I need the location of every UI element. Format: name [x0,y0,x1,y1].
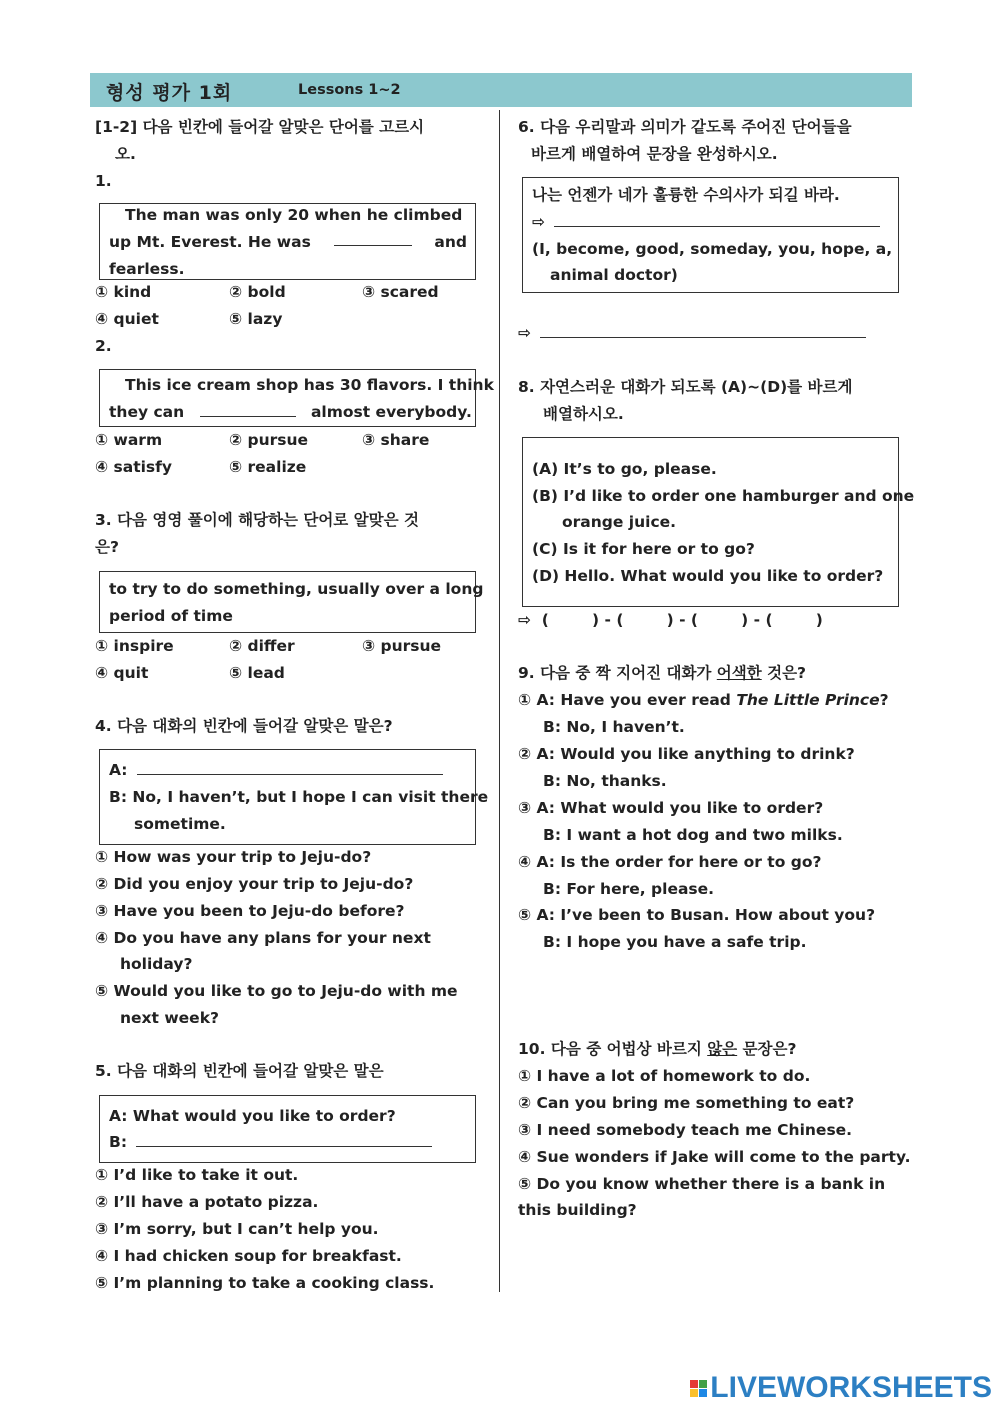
q9-question-text: 9. 다음 중 짝 지어진 대화가 [518,664,717,682]
q10-question-underlined: 않은 [707,1040,738,1058]
q1-box-line2 [109,232,467,252]
q2-box-line2-end: almost everybody. [310,403,472,421]
q1-choice[interactable]: ⑤ lazy [229,310,283,328]
q5-blank[interactable] [136,1133,432,1147]
q4-box-b2: sometime. [134,815,226,833]
q5-box-b [109,1132,436,1152]
q6-answer-line [532,212,884,232]
q9-book-title: The Little Prince [736,691,880,709]
column-divider [499,110,500,1292]
q1-number: 1. [95,172,112,190]
page-title: 형성 평가 1회 [106,82,233,104]
q9-choice-reply: B: No, I haven’t. [543,718,685,736]
q8-line-d: (D) Hello. What would you like to order? [532,567,884,585]
q9-question [518,663,806,683]
q5-speaker-b: B: [109,1133,128,1151]
q1-box-line2-text: up Mt. Everest. He was [109,233,311,251]
q9-choice[interactable]: ④ A: Is the order for here or to go? [518,853,822,871]
q1-choice[interactable]: ② bold [229,283,286,301]
liveworksheets-logo [690,1371,992,1405]
q1-2-instruction-line1: [1-2] 다음 빈칸에 들어갈 알맞은 단어를 고르시 [95,118,425,136]
q3-question-line1: 3. 다음 영영 풀이에 해당하는 단어로 알맞은 것 [95,511,419,529]
q5-choice[interactable]: ⑤ I’m planning to take a cooking class. [95,1274,435,1292]
q6-word-list-line2: animal doctor) [550,266,678,284]
q4-choice[interactable]: ④ Do you have any plans for your next [95,929,431,947]
q9-question-underlined: 어색한 [716,664,762,682]
q2-choice[interactable]: ① warm [95,431,163,449]
q10-choice[interactable]: ③ I need somebody teach me Chinese. [518,1121,853,1139]
q2-number: 2. [95,337,112,355]
q1-choice[interactable]: ① kind [95,283,152,301]
q9-choice-1-text: ① A: Have you ever read [518,691,737,709]
logo-icon [690,1380,707,1397]
q10-question [518,1039,796,1059]
q2-choice[interactable]: ② pursue [229,431,309,449]
q9-choice[interactable]: ③ A: What would you like to order? [518,799,824,817]
q10-choice[interactable]: ⑤ Do you know whether there is a bank in [518,1175,886,1193]
logo-text: LIVEWORKSHEETS [710,1371,992,1404]
q1-box-line2-end: and [434,233,467,251]
q1-choice[interactable]: ④ quiet [95,310,159,328]
q9-choice-reply: B: For here, please. [543,880,715,898]
q2-blank[interactable] [200,403,296,417]
q2-choice[interactable]: ③ share [362,431,430,449]
q8-answer-order[interactable]: ⇨ ( ) - ( ) - ( ) - ( ) [518,611,823,629]
q4-choice[interactable]: ① How was your trip to Jeju-do? [95,848,372,866]
q3-choice[interactable]: ① inspire [95,637,174,655]
q1-2-instruction [95,117,480,137]
q10-choice[interactable]: ④ Sue wonders if Jake will come to the party. [518,1148,911,1166]
q4-choice[interactable]: ② Did you enjoy your trip to Jeju-do? [95,875,414,893]
q9-choice-reply: B: No, thanks. [543,772,667,790]
q8-dialogue-box [522,437,915,607]
q5-choice[interactable]: ④ I had chicken soup for breakfast. [95,1247,402,1265]
q4-speaker-a: A: [109,761,128,779]
q4-choice[interactable]: ③ Have you been to Jeju-do before? [95,902,405,920]
arrow-right-icon: ⇨ [532,213,545,231]
q6-question-line2: 바르게 배열하여 문장을 완성하시오. [531,145,778,163]
q2-box-line2 [109,402,472,422]
q5-choice[interactable]: ① I’d like to take it out. [95,1166,299,1184]
q4-question: 4. 다음 대화의 빈칸에 들어갈 알맞은 말은? [95,717,393,735]
q5-question: 5. 다음 대화의 빈칸에 들어갈 알맞은 말은 [95,1062,384,1080]
q10-choice[interactable]: ② Can you bring me something to eat? [518,1094,855,1112]
q6-word-list-line1: (I, become, good, someday, you, hope, a, [532,240,893,258]
q9-question-end: 것은? [761,664,807,682]
q9-choice-reply: B: I want a hot dog and two milks. [543,826,843,844]
page-subtitle: Lessons 1~2 [298,82,401,98]
q6-prompt-box [522,177,899,293]
arrow-right-icon: ⇨ [518,324,531,342]
q8-question-line2: 배열하시오. [543,405,624,423]
q9-choice-1-end: ? [879,691,889,709]
q6-answer-blank[interactable] [554,213,880,227]
q4-choice-continued: next week? [120,1009,219,1027]
q3-box-line1: to try to do something, usually over a long [109,580,484,598]
q4-box-b1: B: No, I haven’t, but I hope I can visit there [109,788,489,806]
q5-box-a: A: What would you like to order? [109,1107,396,1125]
q4-box-a [109,760,447,780]
q6-final-answer [518,323,870,343]
q8-line-a: (A) It’s to go, please. [532,460,717,478]
q3-definition-box [99,571,484,633]
q8-question-line1: 8. 자연스러운 대화가 되도록 (A)~(D)를 바르게 [518,378,853,396]
q9-choice[interactable]: ⑤ A: I’ve been to Busan. How about you? [518,906,876,924]
q3-box-line2: period of time [109,607,233,625]
q4-choice-continued: holiday? [120,955,193,973]
q3-question-line2: 은? [95,538,119,556]
q2-choice[interactable]: ⑤ realize [229,458,307,476]
q4-blank[interactable] [137,761,443,775]
q8-line-c: (C) Is it for here or to go? [532,540,755,558]
q3-choice[interactable]: ⑤ lead [229,664,285,682]
q1-choice[interactable]: ③ scared [362,283,439,301]
q3-choice[interactable]: ② differ [229,637,295,655]
q10-question-end: 문장은? [737,1040,797,1058]
q6-final-answer-blank[interactable] [540,324,866,338]
q1-box-line1: The man was only 20 when he climbed [125,206,463,224]
q1-blank[interactable] [334,232,412,246]
q9-choice-reply: B: I hope you have a safe trip. [543,933,807,951]
q10-choice-continued: this building? [518,1201,637,1219]
q3-choice[interactable]: ④ quit [95,664,149,682]
q3-choice[interactable]: ③ pursue [362,637,442,655]
q4-choice[interactable]: ⑤ Would you like to go to Jeju-do with me [95,982,458,1000]
q4-dialogue-box [99,749,489,845]
q1-2-instruction-line2: 오. [115,145,136,163]
q2-choice[interactable]: ④ satisfy [95,458,173,476]
q1-sentence-box [99,203,476,280]
q2-box-line2-text: they can [109,403,185,421]
q1-box-line3: fearless. [109,260,185,278]
q2-box-line1: This ice cream shop has 30 flavors. I think [125,376,494,394]
q5-choice[interactable]: ② I’ll have a potato pizza. [95,1193,319,1211]
q8-line-b1: (B) I’d like to order one hamburger and one [532,487,915,505]
q6-question-line1: 6. 다음 우리말과 의미가 같도록 주어진 단어들을 [518,118,852,136]
q9-choice[interactable]: ② A: Would you like anything to drink? [518,745,855,763]
q10-question-text: 10. 다음 중 어법상 바르지 [518,1040,708,1058]
q2-sentence-box [99,369,494,427]
q5-choice[interactable]: ③ I’m sorry, but I can’t help you. [95,1220,379,1238]
q5-dialogue-box [99,1095,476,1163]
q6-korean-sentence: 나는 언젠가 네가 훌륭한 수의사가 되길 바라. [532,186,840,204]
q9-choice[interactable] [518,690,889,710]
q10-choice[interactable]: ① I have a lot of homework to do. [518,1067,811,1085]
header-bar [90,73,912,107]
q8-line-b2: orange juice. [562,513,677,531]
